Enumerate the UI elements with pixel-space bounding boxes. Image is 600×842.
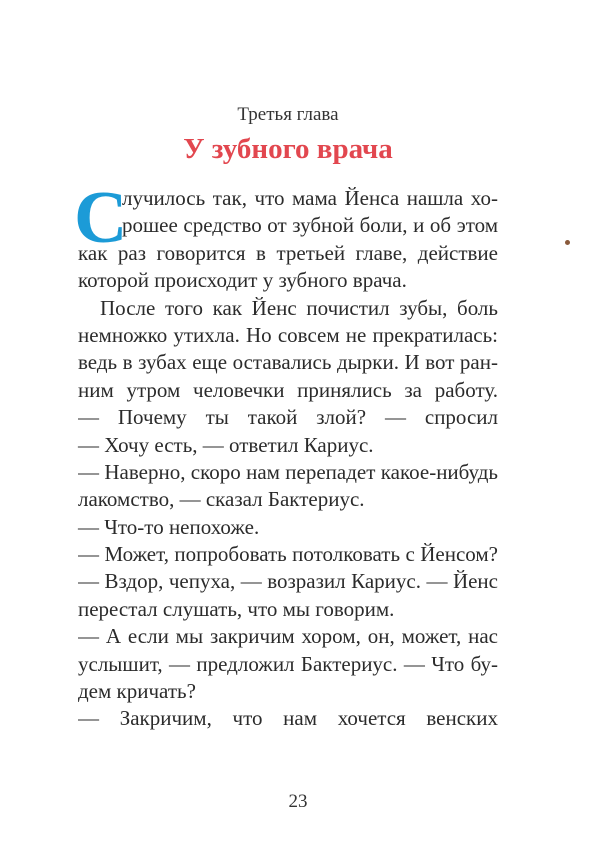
text-line: — Закричим, что нам хочется венских: [78, 706, 498, 731]
text-line: ведь в зубах еще оставались дырки. И вот ран-: [78, 350, 498, 375]
text-line: — Хочу есть, — ответил Кариус.: [78, 432, 374, 457]
chapter-subtitle: Третья глава: [237, 104, 339, 125]
text-line: — Наверно, скоро нам перепадет какое-нибудь: [78, 459, 498, 484]
text-line: которой происходит у зубного врача.: [78, 268, 407, 293]
text-line: — Вздор, чепуха, — возразил Кариус. — Йенс: [78, 569, 498, 594]
chapter-title: У зубного врача: [183, 133, 393, 165]
print-speck: [565, 240, 570, 245]
body-text: [78, 185, 498, 733]
text-line: лакомство, — сказал Бактериус.: [78, 487, 365, 512]
text-line: После того как Йенс почистил зубы, боль: [100, 295, 498, 320]
text-line: — Почему ты такой злой? — спросил: [78, 405, 498, 430]
text-line: дем кричать?: [78, 679, 196, 704]
text-line: ним утром человечки принялись за работу.: [78, 377, 498, 402]
text-line: как раз говорится в третьей главе, действие: [78, 240, 498, 265]
text-line: услышит, — предложил Бактериус. — Что бу-: [78, 651, 498, 676]
page-number: 23: [288, 791, 308, 812]
text-line: — А если мы закричим хором, он, может, нас: [78, 624, 498, 649]
text-line: — Может, попробовать потолковать с Йенсом?: [78, 542, 498, 567]
text-line: лучилось так, что мама Йенса нашла хо-: [122, 186, 498, 210]
text-line: — Что-то непохоже.: [78, 514, 260, 539]
drop-cap: С: [74, 177, 128, 259]
text-line: немножко утихла. Но совсем не прекратилась:: [78, 322, 498, 347]
text-line: рошее средство от зубной боли, и об этом: [122, 213, 498, 238]
text-line: перестал слушать, что мы говорим.: [78, 596, 395, 621]
